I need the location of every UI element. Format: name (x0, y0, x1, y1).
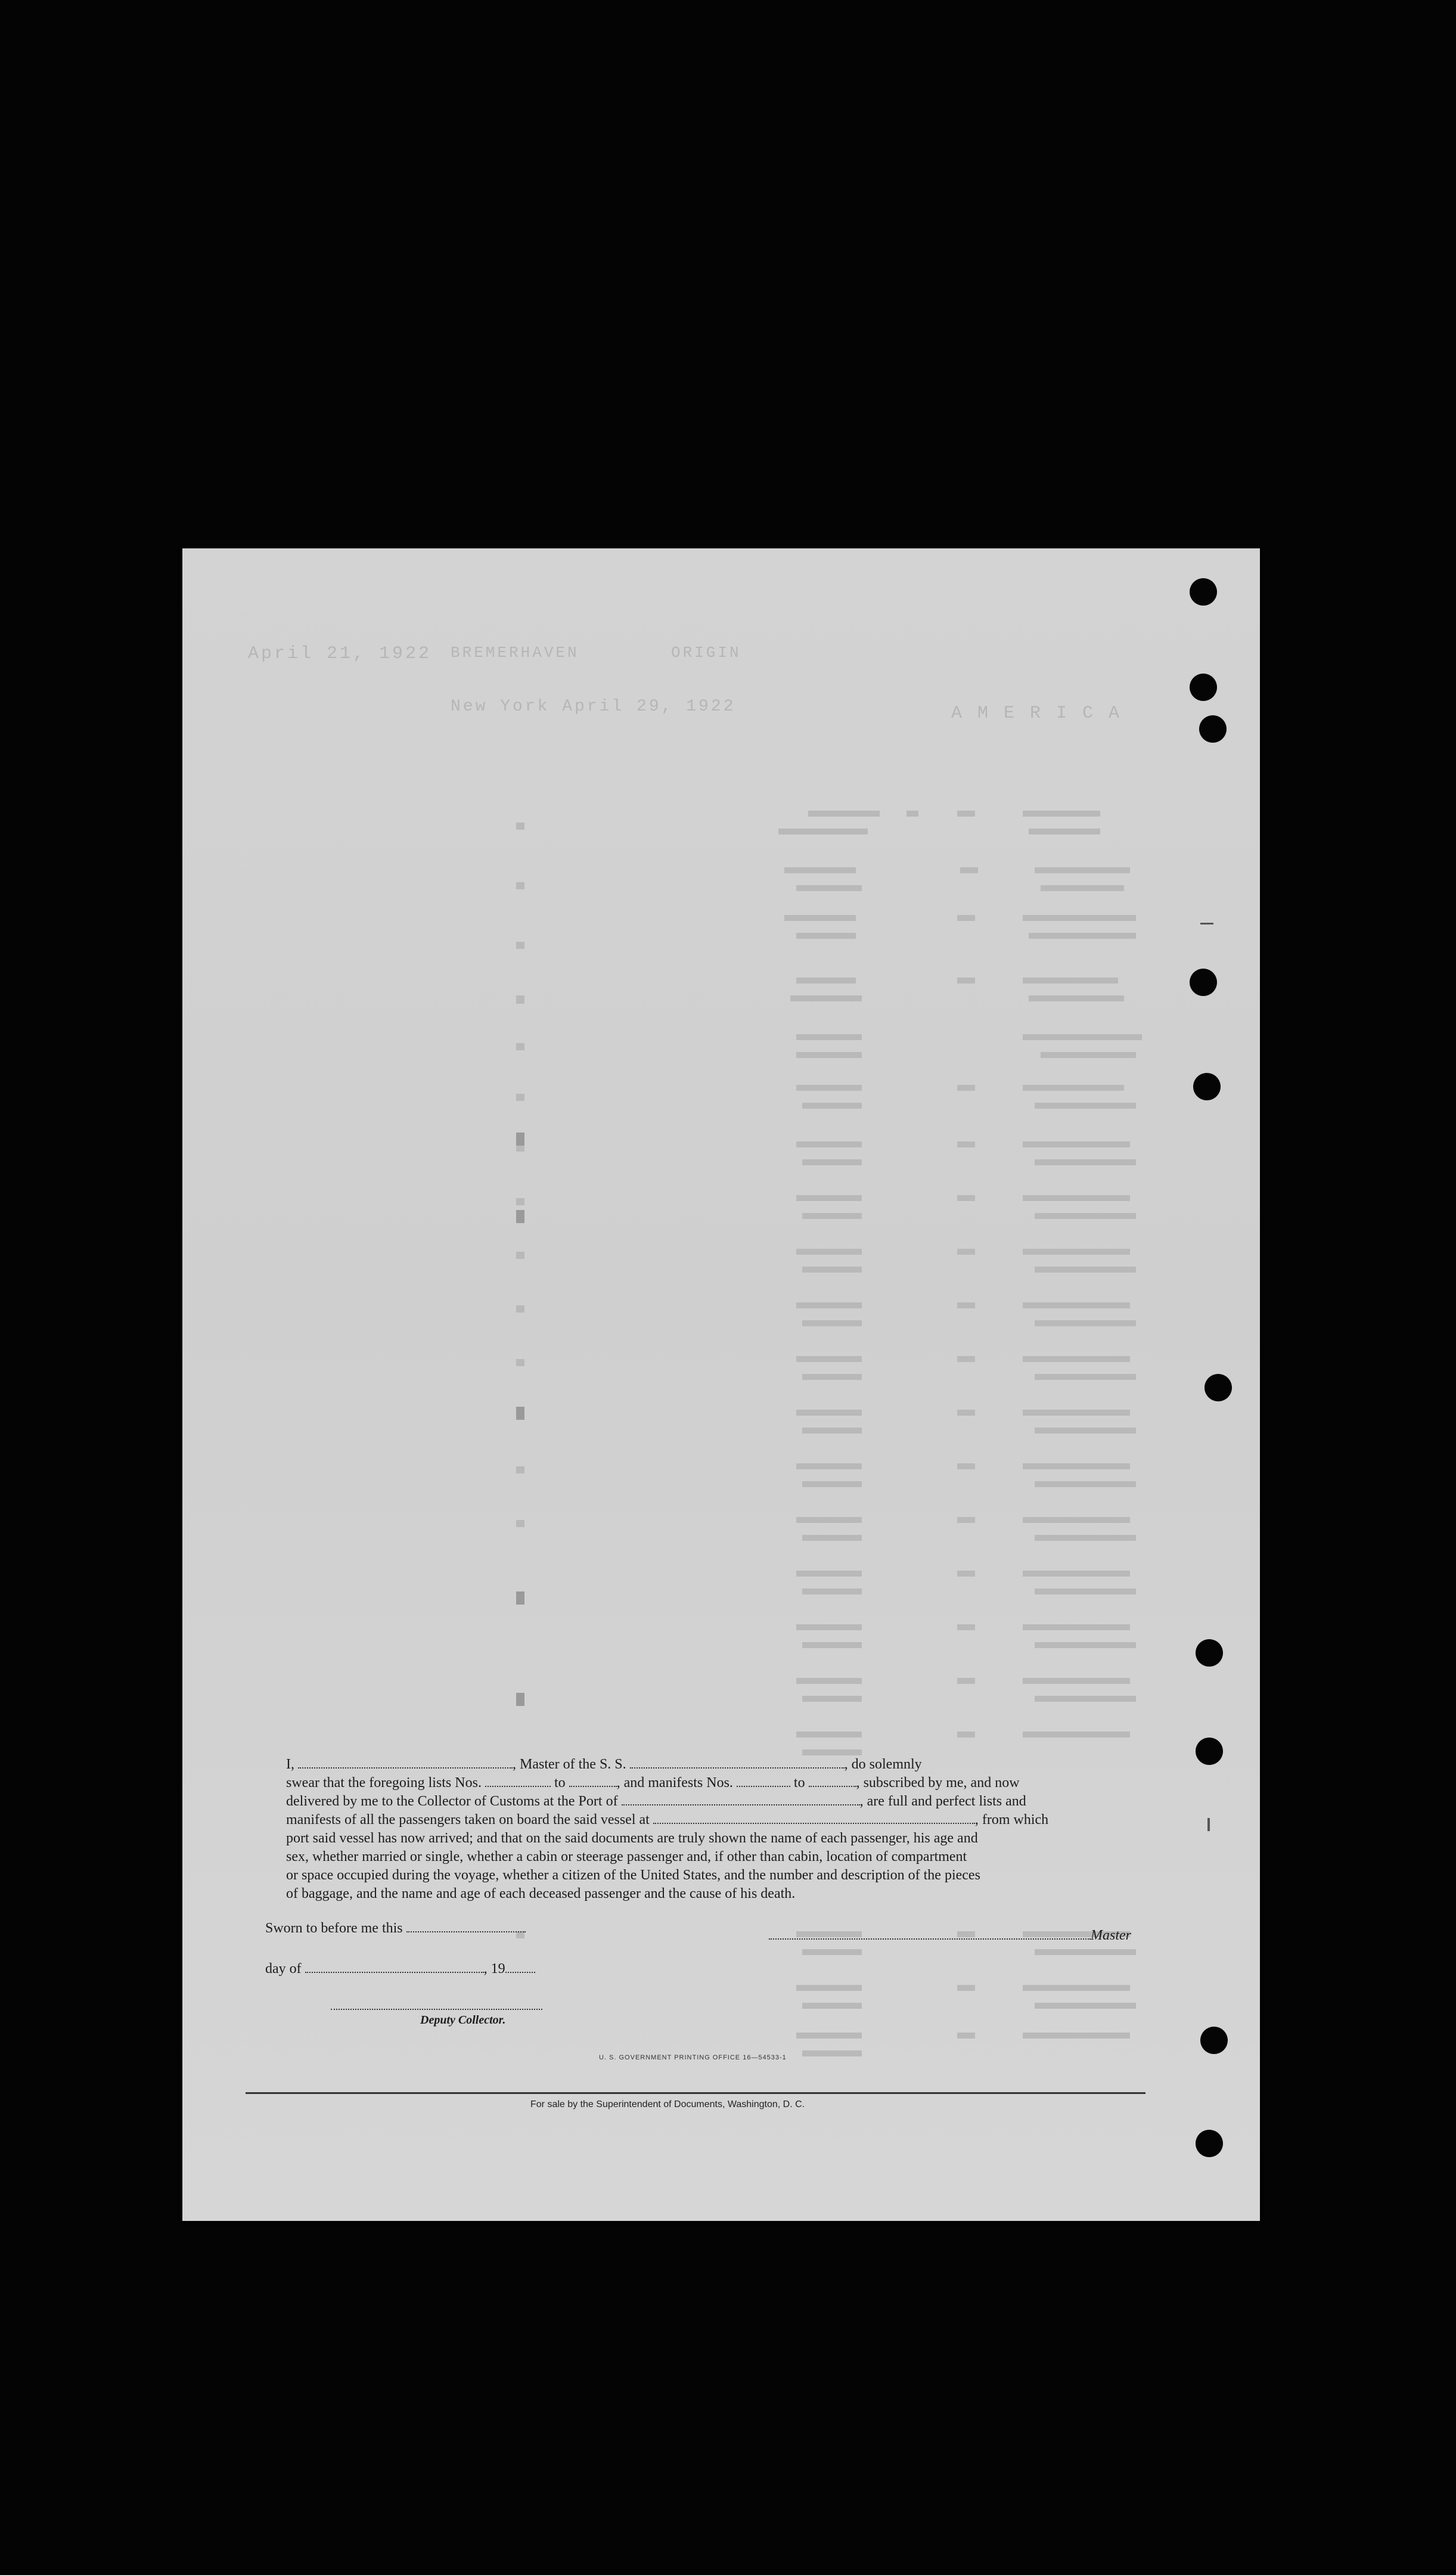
oath-line-2 (286, 1774, 1150, 1792)
gpo-imprint: U. S. GOVERNMENT PRINTING OFFICE 16—54533-1 (599, 2054, 787, 2061)
punch-hole (1204, 1374, 1232, 1401)
subscribed-text: , subscribed by me, and now (856, 1775, 1020, 1791)
full-and-perfect-text: , are full and perfect lists and (859, 1794, 1026, 1809)
punch-hole (1199, 715, 1227, 743)
for-sale-note: For sale by the Superintendent of Documents, Washington, D. C. (530, 2099, 805, 2109)
master-signature-line (769, 1926, 1131, 1944)
year-blank (505, 1960, 535, 1973)
punch-hole (1196, 2130, 1223, 2157)
punch-hole (1190, 674, 1217, 701)
oath-line-6: sex, whether married or single, whether a cabin or steerage passenger and, if other than cabin, location of compartment (286, 1849, 967, 1864)
margin-tick (1200, 923, 1213, 924)
bleed-arrival: New York April 29, 1922 (451, 697, 736, 716)
master-of-ss-text: , Master of the S. S. (513, 1757, 626, 1772)
swear-text: swear that the foregoing lists Nos. (286, 1775, 482, 1791)
master-name-blank (298, 1755, 513, 1769)
bleed-header-port: BREMERHAVEN (451, 644, 579, 662)
list-from-blank (485, 1774, 551, 1787)
bleed-header-origin: ORIGIN (671, 644, 741, 662)
day-line (265, 1960, 535, 1977)
punch-hole (1193, 1073, 1221, 1100)
port-blank (622, 1792, 860, 1805)
punch-hole (1200, 2027, 1228, 2054)
from-which-text: , from which (974, 1812, 1049, 1828)
oath-line-8: of baggage, and the name and age of each deceased passenger and the cause of his death. (286, 1886, 796, 1901)
day-of-text: day of (265, 1961, 302, 1977)
deputy-collector-label: Deputy Collector. (420, 2014, 506, 2027)
oath-line-1 (286, 1755, 1150, 1774)
oath-line-3 (286, 1792, 1150, 1811)
and-manifests-text: , and manifests Nos. (616, 1775, 733, 1791)
list-to-blank (569, 1774, 617, 1787)
master-label: Master (1091, 1928, 1131, 1943)
deputy-signature-rule (331, 2009, 542, 2010)
oath-line-4 (286, 1811, 1150, 1829)
oath-line-5: port said vessel has now arrived; and that on the said documents are truly shown the name of each passenger, his age and (286, 1831, 978, 1846)
ship-name-blank (630, 1755, 845, 1769)
embark-port-blank (653, 1811, 975, 1824)
month-blank (305, 1960, 484, 1973)
manifest-from-blank (737, 1774, 790, 1787)
punch-hole (1196, 1738, 1223, 1765)
delivered-text: delivered by me to the Collector of Customs at the Port of (286, 1794, 618, 1809)
oath-start-text: I, (286, 1757, 294, 1772)
bleed-country: A M E R I C A (951, 703, 1122, 724)
bleed-header-date: April 21, 1922 (248, 644, 432, 664)
do-solemnly-text: , do solemnly (844, 1757, 922, 1772)
sworn-date-blank (406, 1919, 526, 1932)
manifest-to-blank (809, 1774, 856, 1787)
margin-tick (1207, 1818, 1210, 1831)
bottom-rule (246, 2092, 1145, 2094)
punch-hole (1190, 969, 1217, 996)
oath-statement (286, 1755, 1150, 1903)
year-prefix: , 19 (483, 1961, 505, 1977)
sworn-line (265, 1919, 526, 1937)
to-text: to (793, 1775, 805, 1791)
oath-line-7: or space occupied during the voyage, whether a citizen of the United States, and the number and description of the pieces (286, 1867, 980, 1883)
manifests-of-text: manifests of all the passengers taken on board the said vessel at (286, 1812, 650, 1828)
to-text: to (554, 1775, 566, 1791)
sworn-text: Sworn to before me this (265, 1921, 403, 1936)
master-signature-blank (769, 1926, 1091, 1940)
punch-hole (1196, 1639, 1223, 1667)
punch-hole (1190, 578, 1217, 606)
